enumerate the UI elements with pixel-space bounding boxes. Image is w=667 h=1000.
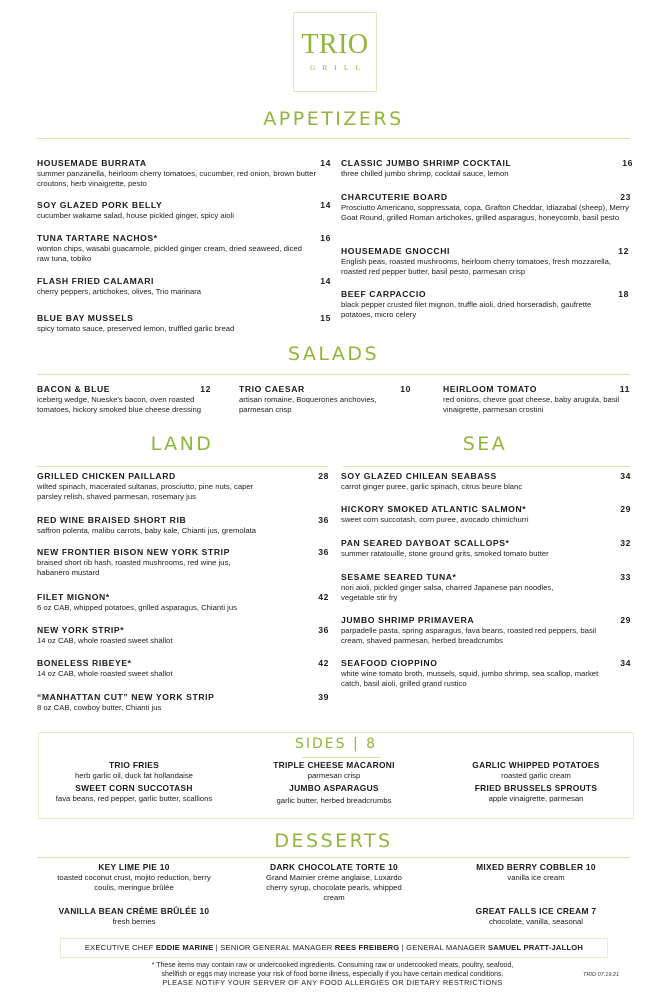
- dessert-item: [436, 862, 636, 883]
- item-name: SOY GLAZED CHILEAN SEABASS: [341, 471, 497, 481]
- item-name: NEW YORK STRIP*: [37, 625, 125, 635]
- divider-sea: [343, 466, 630, 467]
- item-price: 12: [618, 246, 629, 256]
- item-name: NEW FRONTIER BISON NEW YORK STRIP: [37, 547, 230, 557]
- menu-item: [37, 158, 331, 189]
- menu-item: [239, 384, 411, 415]
- item-description: parpadelle pasta, spring asparagus, fava beans, roasted red peppers, basil cream, shaved parmesan, herbed breadcrumbs: [341, 626, 597, 645]
- item-description: apple vinaigrette, parmesan: [488, 794, 584, 803]
- item-price: 34: [620, 658, 631, 668]
- item-price: 15: [320, 313, 331, 323]
- logo-name: TRIO: [301, 29, 369, 60]
- menu-item: [37, 625, 329, 646]
- item-name: BACON & BLUE: [37, 384, 111, 394]
- item-name: “MANHATTAN CUT” NEW YORK STRIP: [37, 692, 215, 702]
- item-name: FLASH FRIED CALAMARI: [37, 276, 155, 286]
- menu-item: [443, 384, 630, 415]
- item-name: HOUSEMADE GNOCCHI: [341, 246, 451, 256]
- exec-chef-label: EXECUTIVE CHEF: [84, 943, 156, 952]
- item-price: 16: [320, 233, 331, 243]
- item-description: artisan romaine, Boquerones anchovies, parmesan crisp: [239, 395, 377, 414]
- divider-appetizers: [37, 138, 630, 139]
- item-price: 16: [622, 158, 633, 168]
- menu-item: [37, 471, 329, 502]
- item-name: JUMBO SHRIMP PRIMAVERA: [341, 615, 475, 625]
- item-name: VANILLA BEAN CRÈME BRÛLÉE 10: [58, 906, 210, 916]
- item-price: 14: [320, 276, 331, 286]
- item-description: parmesan crisp: [307, 771, 361, 780]
- item-name: SOY GLAZED PORK BELLY: [37, 200, 163, 210]
- item-description: iceberg wedge, Nueske's bacon, oven roasted tomatoes, hickory smoked blue cheese dressing: [37, 395, 202, 414]
- menu-item: [341, 615, 631, 646]
- item-description: carrot ginger puree, garlic spinach, citrus beure blanc: [341, 482, 523, 491]
- item-name: JUMBO ASPARAGUS: [289, 783, 379, 793]
- item-description: cucumber wakame salad, house pickled ginger, spicy aioli: [37, 211, 234, 220]
- menu-item: [341, 471, 631, 492]
- item-price: 11: [619, 384, 630, 394]
- item-description: saffron polenta, malibu carrots, baby kale, Chianti jus, gremolata: [37, 526, 257, 535]
- item-price: 39: [318, 692, 329, 702]
- item-price: 36: [318, 515, 329, 525]
- disclaimer-line-2: shellfish or eggs may increase your risk of food borne illness, especially if you have certain medical conditions.: [161, 970, 504, 978]
- item-description: spicy tomato sauce, preserved lemon, truffled garlic bread: [37, 324, 235, 333]
- item-description: 6 oz CAB, whipped potatoes, grilled asparagus, Chianti jus: [37, 603, 237, 612]
- allergy-notice: PLEASE NOTIFY YOUR SERVER OF ANY FOOD ALLERGIES OR DIETARY RESTRICTIONS: [162, 978, 503, 987]
- item-price: 36: [318, 547, 329, 557]
- divider-land: [37, 466, 328, 467]
- menu-item: [341, 658, 631, 689]
- item-name: HOUSEMADE BURRATA: [37, 158, 147, 168]
- item-price: 36: [318, 625, 329, 635]
- item-name: KEY LIME PIE 10: [98, 862, 170, 872]
- item-name: TRIO CAESAR: [239, 384, 305, 394]
- item-description: garlic butter, herbed breadcrumbs: [276, 796, 392, 805]
- item-price: 28: [318, 471, 329, 481]
- item-name: TRIO FRIES: [109, 760, 159, 770]
- side-item: [234, 783, 434, 806]
- dessert-item: [436, 906, 636, 927]
- gm-name: SAMUEL PRATT-JALLOH: [488, 943, 584, 952]
- item-name: BEEF CARPACCIO: [341, 289, 427, 299]
- item-description: nori aioli, pickled ginger salsa, charred Japanese pan noodles, vegetable stir fry: [341, 583, 554, 602]
- menu-item: [37, 547, 329, 578]
- item-name: TRIPLE CHEESE MACARONI: [273, 760, 395, 770]
- item-price: 23: [620, 192, 631, 202]
- dessert-item: [234, 862, 434, 903]
- side-item: [234, 760, 434, 781]
- menu-item: [341, 289, 629, 320]
- disclaimer-line-1: * These items may contain raw or undercooked ingredients. Consuming raw or undercooked meats, poultry, seafood,: [151, 962, 514, 969]
- item-description: summer panzanella, heirloom cherry tomatoes, cucumber, red onion, brown butter croutons, herb vinaigrette, pesto: [37, 169, 317, 188]
- dessert-item: [26, 906, 242, 927]
- item-price: 18: [618, 289, 629, 299]
- menu-item: [37, 692, 329, 713]
- item-description: fava beans, red pepper, garlic butter, scallions: [55, 794, 213, 803]
- item-name: DARK CHOCOLATE TORTE 10: [269, 862, 399, 872]
- item-description: English peas, roasted mushrooms, heirloom cherry tomatoes, fresh mozzarella, roasted red pepper butter, basil pesto, parmesan crisp: [341, 257, 612, 276]
- item-description: braised short rib hash, roasted mushrooms, red wine jus, habanero mustard: [37, 558, 231, 577]
- item-name: MIXED BERRY COBBLER 10: [476, 862, 596, 872]
- item-price: 14: [320, 158, 331, 168]
- section-title-appetizers: APPETIZERS: [263, 108, 404, 130]
- item-price: 12: [200, 384, 211, 394]
- item-price: 34: [620, 471, 631, 481]
- item-description: toasted coconut crust, mojito reduction, berry coulis, meringue brûlée: [57, 873, 211, 892]
- item-description: sweet corn succotash, corn puree, avocado chimichurri: [341, 515, 529, 524]
- item-description: cherry peppers, artichokes, olives, Trio marinara: [37, 287, 202, 296]
- item-name: BLUE BAY MUSSELS: [37, 313, 134, 323]
- item-description: 14 oz CAB, whole roasted sweet shallot: [37, 636, 173, 645]
- divider-sides: [302, 757, 380, 758]
- item-price: 33: [620, 572, 631, 582]
- item-name: FRIED BRUSSELS SPROUTS: [474, 783, 598, 793]
- section-title-desserts: DESSERTS: [274, 830, 393, 852]
- menu-item: [37, 313, 331, 334]
- item-description: wilted spinach, macerated sultanas, prosciutto, pine nuts, caper parsley relish, shaved parmesan, rosemary jus: [37, 482, 254, 501]
- item-description: Grand Marnier crème anglaise, Luxardo cherry syrup, chocolate pearls, whipped cream: [266, 873, 402, 902]
- menu-item: [37, 233, 331, 264]
- menu-item: [37, 658, 329, 679]
- gm-label: | GENERAL MANAGER: [399, 943, 489, 952]
- senior-gm-label: | SENIOR GENERAL MANAGER: [213, 943, 335, 952]
- item-description: wonton chips, wasabi guacamole, pickled ginger cream, dried seaweed, diced raw tuna, tobiko: [37, 244, 302, 263]
- side-item: [34, 760, 234, 781]
- menu-item: [341, 192, 631, 223]
- exec-chef-name: EDDIE MARINE: [155, 943, 214, 952]
- item-price: 42: [318, 658, 329, 668]
- item-description: 8 oz CAB, cowboy butter, Chianti jus: [37, 703, 162, 712]
- item-description: fresh berries: [112, 917, 156, 926]
- restaurant-logo: [293, 12, 377, 92]
- item-description: roasted garlic cream: [501, 771, 571, 780]
- item-name: PAN SEARED DAYBOAT SCALLOPS*: [341, 538, 510, 548]
- menu-item: [37, 276, 331, 297]
- item-price: 29: [620, 504, 631, 514]
- item-description: herb garlic oil, duck fat hollandaise: [75, 771, 193, 780]
- senior-gm-name: REES FREIBERG: [334, 943, 400, 952]
- divider-desserts: [37, 857, 630, 858]
- dessert-item: [34, 862, 234, 893]
- item-price: 10: [400, 384, 411, 394]
- menu-item: [37, 592, 329, 613]
- item-name: CLASSIC JUMBO SHRIMP COCKTAIL: [341, 158, 512, 168]
- item-name: CHARCUTERIE BOARD: [341, 192, 448, 202]
- item-name: GREAT FALLS ICE CREAM 7: [475, 906, 597, 916]
- item-price: 42: [318, 592, 329, 602]
- item-name: FILET MIGNON*: [37, 592, 110, 602]
- item-name: HEIRLOOM TOMATO: [443, 384, 537, 394]
- menu-item: [37, 515, 329, 536]
- menu-version: TRIO 07.19.21: [583, 972, 620, 978]
- item-description: red onions, chevre goat cheese, baby arugula, basil vinaigrette, parmesan crostini: [443, 395, 620, 414]
- item-price: 29: [620, 615, 631, 625]
- section-title-land: LAND: [150, 433, 214, 455]
- item-description: black pepper crusted filet mignon, truffle aioli, dried horseradish, gaufrette potatoes, micro celery: [341, 300, 592, 319]
- item-price: 32: [620, 538, 631, 548]
- food-safety-disclaimer: [60, 962, 605, 988]
- item-name: SEAFOOD CIOPPINO: [341, 658, 438, 668]
- item-name: HICKORY SMOKED ATLANTIC SALMON*: [341, 504, 527, 514]
- logo-subtitle: GRILL: [309, 63, 368, 72]
- menu-item: [37, 384, 211, 415]
- item-name: BONELESS RIBEYE*: [37, 658, 132, 668]
- side-item: [436, 760, 636, 781]
- section-title-salads: SALADS: [287, 343, 380, 365]
- section-title-sea: SEA: [462, 433, 508, 455]
- section-title-sides: SIDES | 8: [294, 736, 378, 752]
- menu-item: [341, 246, 629, 277]
- menu-item: [341, 538, 631, 559]
- item-name: SESAME SEARED TUNA*: [341, 572, 457, 582]
- divider-salads: [37, 374, 630, 375]
- item-name: SWEET CORN SUCCOTASH: [75, 783, 193, 793]
- menu-item: [341, 504, 631, 525]
- item-description: Prosciutto Americano, soppressata, copa, Grafton Cheddar, Idiazabal (sheep), Merry Goat Round, grilled Roman artichokes, grilled asparagus, honeycomb, basil pesto: [341, 203, 629, 222]
- item-name: GARLIC WHIPPED POTATOES: [472, 760, 600, 770]
- item-description: vanilla ice cream: [507, 873, 565, 882]
- staff-credits: [60, 938, 608, 958]
- item-name: RED WINE BRAISED SHORT RIB: [37, 515, 187, 525]
- side-item: [34, 783, 234, 804]
- item-description: summer ratatouille, stone ground grits, smoked tomato butter: [341, 549, 549, 558]
- item-description: chocolate, vanilla, seasonal: [488, 917, 584, 926]
- item-price: 14: [320, 200, 331, 210]
- item-description: 14 oz CAB, whole roasted sweet shallot: [37, 669, 173, 678]
- item-name: GRILLED CHICKEN PAILLARD: [37, 471, 176, 481]
- item-description: white wine tomato broth, mussels, squid, jumbo shrimp, sea scallop, market catch, basil aioli, grilled grand rustico: [341, 669, 599, 688]
- menu-item: [37, 200, 331, 221]
- item-description: three chilled jumbo shrimp, cocktail sauce, lemon: [341, 169, 509, 178]
- item-name: TUNA TARTARE NACHOS*: [37, 233, 158, 243]
- side-item: [436, 783, 636, 804]
- menu-item: [341, 158, 633, 179]
- menu-item: [341, 572, 631, 603]
